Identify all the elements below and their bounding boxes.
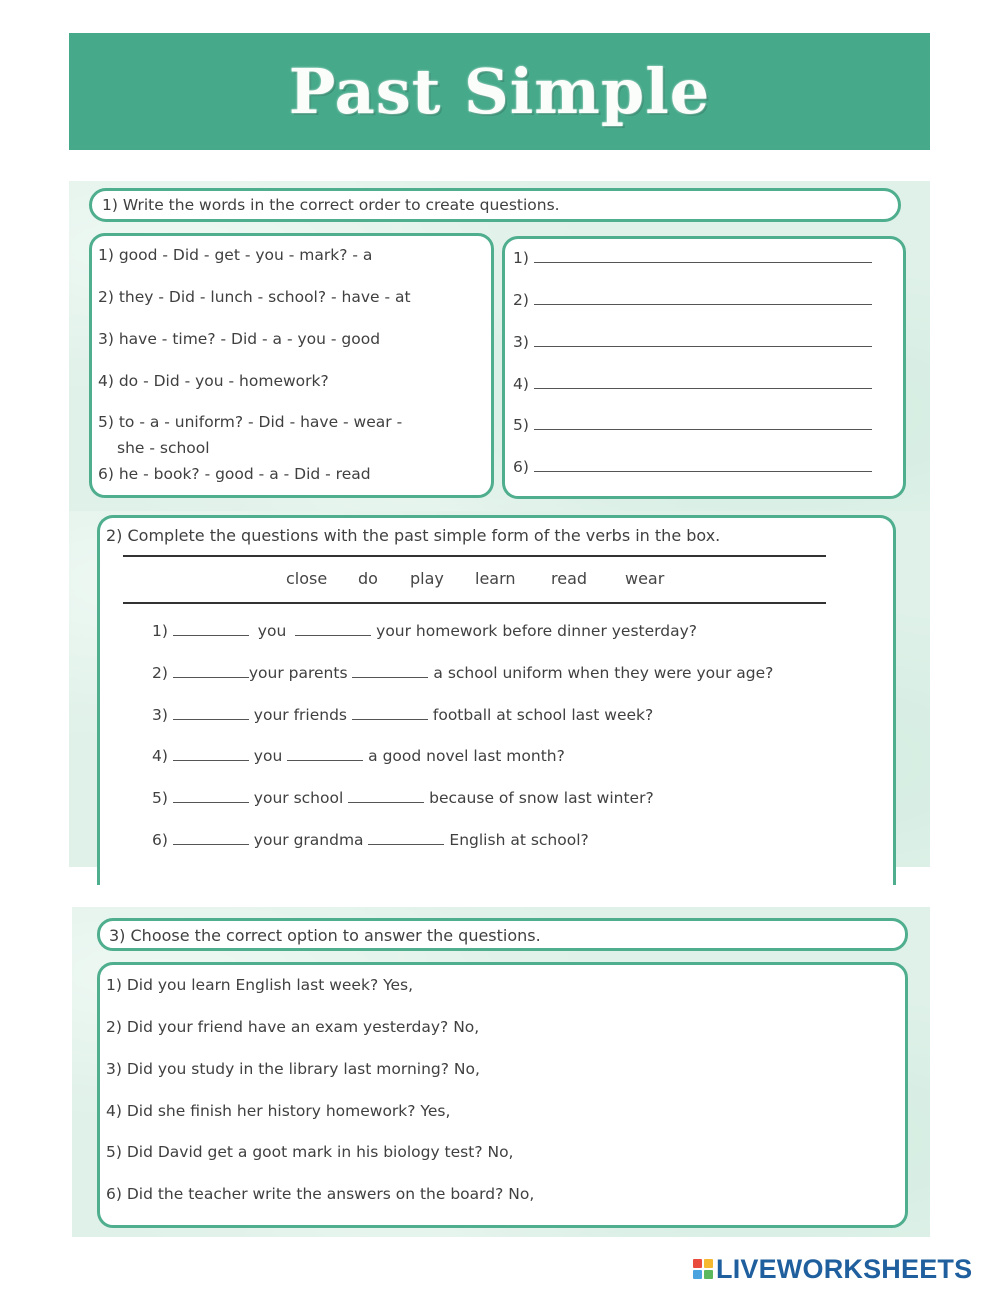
gapfill-blank-5a[interactable] <box>173 802 249 803</box>
scramble-item-6: 6) he - book? - good - a - Did - read <box>98 465 371 483</box>
verb-read: read <box>551 569 588 588</box>
section-2-instruction: 2) Complete the questions with the past simple form of the verbs in the box. <box>106 526 721 545</box>
answer-num-2: 2) <box>513 291 529 309</box>
gapfill-blank-6a[interactable] <box>173 844 249 845</box>
answer-row-6[interactable] <box>513 458 872 476</box>
gapfill-num-6: 6) <box>152 831 168 849</box>
gapfill-question-6 <box>152 831 589 849</box>
verb-play: play <box>410 569 444 588</box>
scramble-item-5: 5) to - a - uniform? - Did - have - wear - <box>98 413 403 431</box>
verb-box-bottom-rule <box>123 602 826 604</box>
section-3-instruction-box <box>97 918 908 951</box>
verb-do: do <box>358 569 378 588</box>
verb-box-top-rule <box>123 555 826 557</box>
choice-question-4: 4) Did she finish her history homework? Yes, <box>106 1102 451 1120</box>
gapfill-end-1: your homework before dinner yesterday? <box>376 622 697 640</box>
choice-question-3: 3) Did you study in the library last morning? No, <box>106 1060 480 1078</box>
answer-line-2[interactable] <box>534 304 872 305</box>
answer-num-4: 4) <box>513 375 529 393</box>
gapfill-num-4: 4) <box>152 747 168 765</box>
choice-question-5: 5) Did David get a goot mark in his biology test? No, <box>106 1143 514 1161</box>
answer-line-4[interactable] <box>534 388 872 389</box>
answer-num-6: 6) <box>513 458 529 476</box>
gapfill-blank-6b[interactable] <box>368 844 444 845</box>
verb-wear: wear <box>625 569 665 588</box>
answer-num-5: 5) <box>513 416 529 434</box>
choice-question-1: 1) Did you learn English last week? Yes, <box>106 976 414 994</box>
liveworksheets-logo[interactable] <box>693 1254 972 1284</box>
gapfill-question-1 <box>152 622 697 640</box>
verb-close: close <box>286 569 328 588</box>
brand-name: LIVEWORKSHEETS <box>716 1253 973 1284</box>
verb-learn: learn <box>475 569 516 588</box>
answer-line-6[interactable] <box>534 471 872 472</box>
gapfill-end-2: a school uniform when they were your age? <box>433 664 774 682</box>
answer-line-3[interactable] <box>534 346 872 347</box>
section-1-instruction: 1) Write the words in the correct order to create questions. <box>102 196 560 214</box>
gapfill-end-6: English at school? <box>449 831 589 849</box>
gapfill-blank-4b[interactable] <box>287 760 363 761</box>
answer-line-1[interactable] <box>534 262 872 263</box>
gapfill-blank-3b[interactable] <box>352 719 428 720</box>
scramble-item-1: 1) good - Did - get - you - mark? - a <box>98 246 373 264</box>
answer-line-5[interactable] <box>534 429 872 430</box>
answer-num-3: 3) <box>513 333 529 351</box>
gapfill-blank-1b[interactable] <box>295 635 371 636</box>
gapfill-mid-3: your friends <box>253 706 347 724</box>
answer-num-1: 1) <box>513 249 529 267</box>
gapfill-end-5: because of snow last winter? <box>429 789 654 807</box>
scramble-item-5-cont: she - school <box>117 439 210 457</box>
scramble-item-4: 4) do - Did - you - homework? <box>98 372 329 390</box>
section-1-words-box <box>89 233 494 498</box>
gapfill-blank-5b[interactable] <box>348 802 424 803</box>
gapfill-mid-6: your grandma <box>253 831 364 849</box>
gapfill-blank-4a[interactable] <box>173 760 249 761</box>
gapfill-mid-5: your school <box>253 789 344 807</box>
gapfill-question-3 <box>152 706 653 724</box>
gapfill-num-2: 2) <box>152 664 168 682</box>
gapfill-blank-1a[interactable] <box>173 635 249 636</box>
gapfill-blank-3a[interactable] <box>173 719 249 720</box>
gapfill-num-1: 1) <box>152 622 168 640</box>
gapfill-end-3: football at school last week? <box>432 706 654 724</box>
gapfill-blank-2a[interactable] <box>173 677 249 678</box>
choice-question-2: 2) Did your friend have an exam yesterday? No, <box>106 1018 480 1036</box>
scramble-item-3: 3) have - time? - Did - a - you - good <box>98 330 381 348</box>
answer-row-5[interactable] <box>513 416 872 434</box>
gapfill-question-5 <box>152 789 654 807</box>
answer-row-2[interactable] <box>513 291 872 309</box>
page-title: Past Simple <box>288 55 711 128</box>
gapfill-num-3: 3) <box>152 706 168 724</box>
gapfill-question-4 <box>152 747 565 765</box>
gapfill-end-4: a good novel last month? <box>368 747 565 765</box>
answer-row-3[interactable] <box>513 333 872 351</box>
logo-grid-icon <box>693 1259 713 1279</box>
section-3-questions-box <box>97 962 908 1228</box>
choice-question-6: 6) Did the teacher write the answers on the board? No, <box>106 1185 535 1203</box>
gapfill-num-5: 5) <box>152 789 168 807</box>
section-1-answers-box <box>502 236 906 499</box>
gapfill-question-2 <box>152 664 773 682</box>
gapfill-mid-2: your parents <box>248 664 348 682</box>
gapfill-mid-4: you <box>253 747 283 765</box>
gapfill-mid-1: you <box>257 622 287 640</box>
answer-row-4[interactable] <box>513 375 872 393</box>
section-3-instruction: 3) Choose the correct option to answer the questions. <box>109 926 541 945</box>
gapfill-blank-2b[interactable] <box>352 677 428 678</box>
scramble-item-2: 2) they - Did - lunch - school? - have - at <box>98 288 411 306</box>
section-1-instruction-box <box>89 188 901 222</box>
title-banner <box>69 33 930 150</box>
answer-row-1[interactable] <box>513 249 872 267</box>
